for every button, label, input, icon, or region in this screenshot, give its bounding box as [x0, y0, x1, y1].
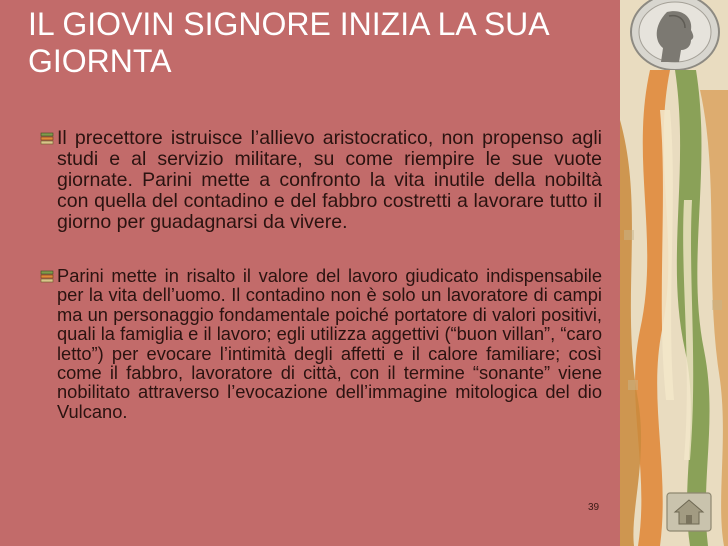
page-number: 39: [588, 502, 600, 513]
home-icon[interactable]: [666, 492, 712, 532]
portrait-medallion-icon: [627, 0, 723, 70]
decorative-ribbon-column: [620, 0, 728, 546]
paragraph-2: Parini mette in risalto il valore del lavoro giudicato indispensabile per la vita dell’uomo. Il contadino non è solo un lavoratore di campi ma un personaggio fondamentale poiché portatore di valori positivi, quali la famiglia e il lavoro; egli utilizza aggettivi (“buon villan”, “caro letto”) per evocare l’intimità degli affetti e il calore familiare; così come il fabbro, lavoratore di città, con il termine “sonante” viene nobilitato attraverso l’evocazione dell’immagine mitologica del dio Vulcano.: [57, 265, 602, 422]
book-stack-icon: [40, 270, 54, 284]
paragraph-1: Il precettore istruisce l’allievo aristocratico, non propenso agli studi e al servizio militare, su come riempire le sue vuote giornate. Parini mette a confronto la vita inutile della nobiltà con quella del contadino e del fabbro costretti a lavorare tutto il giorno per guadagnarsi da vivere.: [57, 127, 602, 233]
decorative-ribbons: [620, 0, 728, 546]
book-stack-icon: [40, 132, 54, 146]
slide-title: IL GIOVIN SIGNORE INIZIA LA SUA GIORNTA: [28, 6, 548, 79]
